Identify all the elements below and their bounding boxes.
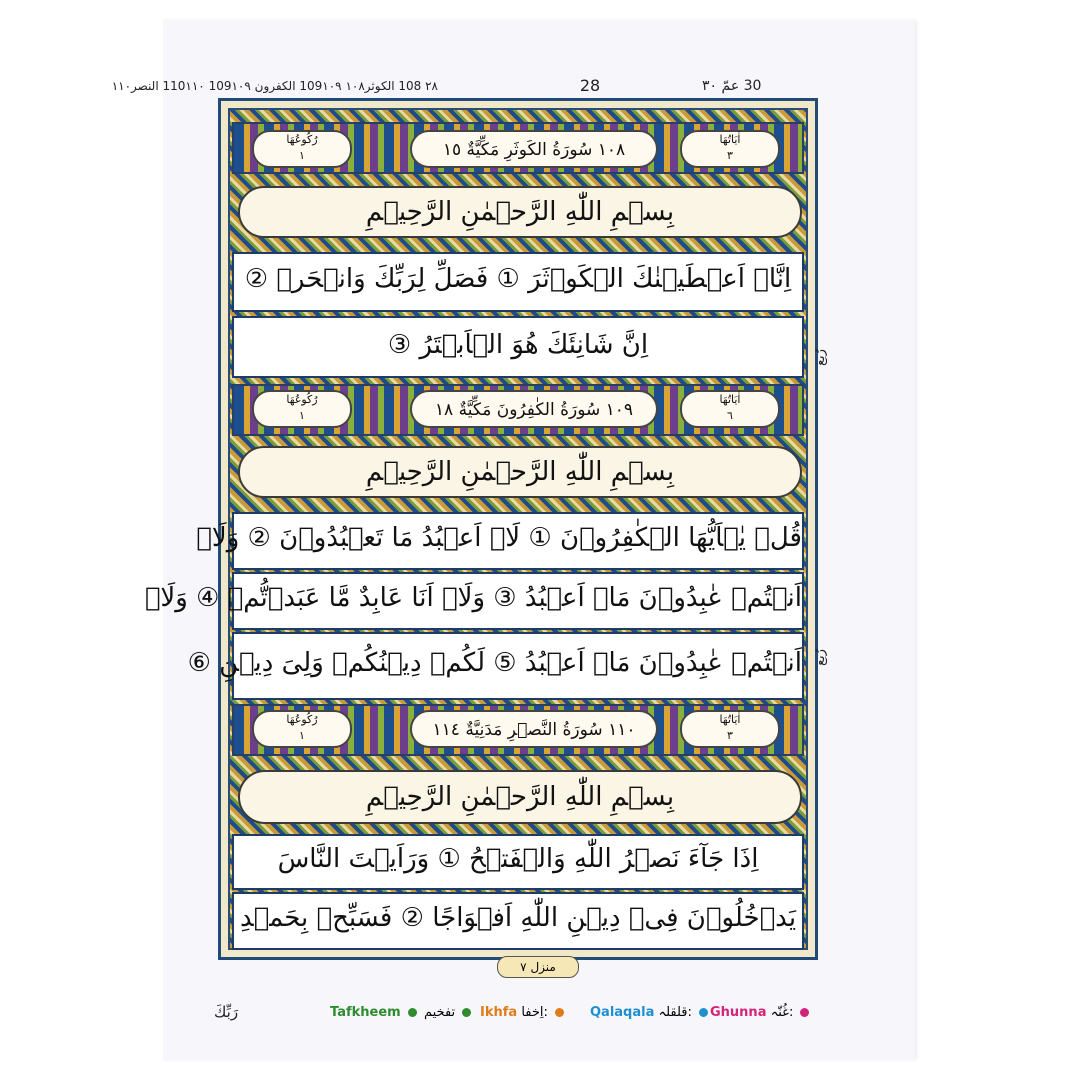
ayat-box: [680, 130, 780, 168]
margin-note: رُبع: [812, 649, 828, 666]
ayat-count: ٣: [727, 729, 733, 742]
legend-urdu: غُنّہ:: [770, 1005, 794, 1020]
flower-icon: [699, 1008, 708, 1017]
surah-title: ١٠٩ سُورَةُ الكٰفِرُونَ مَكِّيَّةٌ ١٨: [410, 390, 658, 428]
surah-title: ١١٠ سُورَةُ النَّصۡرِ مَدَنِيَّةٌ ١١٤: [410, 710, 658, 748]
flower-icon: [800, 1008, 809, 1017]
ayah-line: [144, 572, 804, 630]
ruku-label: رُكُوعُهَا: [286, 713, 318, 726]
ayah-line: [232, 834, 804, 890]
legend-ghunna: [710, 1002, 812, 1024]
legend-label: Tafkheem: [330, 1005, 401, 1020]
legend-urdu: تفخیم: [423, 1005, 456, 1020]
ruku-box: [252, 710, 352, 748]
legend-label: Ikhfa: [480, 1005, 518, 1020]
header-surah-index: ٢٨ 108 الكوثر١٠٨ 109١٠٩ الكفرون 109١٠٩ 110١١٠ النصر١١٠: [111, 79, 438, 93]
ayah-line: [232, 252, 804, 312]
legend-label: Qalaqala: [590, 1005, 655, 1020]
legend-tafkheem: [330, 1002, 474, 1024]
ruku-label: رُكُوعُهَا: [286, 133, 318, 146]
ruku-box: [252, 130, 352, 168]
ruku-box: [252, 390, 352, 428]
legend-ikhfa: [480, 1002, 567, 1024]
legend-label: Ghunna: [710, 1005, 767, 1020]
ruku-count: ١: [299, 729, 305, 742]
ayah-line: [232, 316, 804, 378]
ayah-line: [232, 892, 804, 950]
manzil-label: منزل ٧: [497, 956, 579, 978]
ayah-line: [196, 512, 804, 570]
ayat-box: [680, 710, 780, 748]
page-number: 28: [579, 76, 601, 95]
ayah-text: اِنَّ شَانِئَكَ هُوَ الۡاَبۡتَرُ ③: [387, 330, 649, 360]
legend-qalaqala: [590, 1002, 711, 1024]
ayah-line: [187, 632, 804, 700]
ayah-text: اَنۡتُمۡ عٰبِدُوۡنَ مَاۤ اَعۡبُدُ ③ وَلَاۤ اَنَا عَابِدٌ مَّا عَبَدۡتُّمۡ ④ وَلَاۤ: [144, 583, 802, 613]
ruku-count: ١: [299, 149, 305, 162]
ayat-label: اٰیَاتُهَا: [719, 393, 741, 406]
ayah-text: اَنۡتُمۡ عٰبِدُوۡنَ مَاۤ اَعۡبُدُ ⑤ لَكُمۡ دِیۡنُكُمۡ وَلِیَ دِیۡنِ ⑥: [187, 648, 802, 678]
bismillah: بِسۡمِ اللّٰهِ الرَّحۡمٰنِ الرَّحِیۡمِ: [238, 446, 802, 498]
margin-note: رُبع: [812, 349, 828, 366]
flower-icon: [408, 1008, 417, 1017]
legend-urdu: قلقلہ:: [658, 1005, 692, 1020]
bismillah: بِسۡمِ اللّٰهِ الرَّحۡمٰنِ الرَّحِیۡمِ: [238, 770, 802, 824]
ruku-label: رُكُوعُهَا: [286, 393, 318, 406]
legend-urdu: اِخفا:: [521, 1005, 548, 1020]
ayat-count: ٣: [727, 149, 733, 162]
ayah-text: قُلۡ یٰۤاَیُّهَا الۡكٰفِرُوۡنَ ① لَاۤ اَعۡبُدُ مَا تَعۡبُدُوۡنَ ② وَلَاۤ: [196, 523, 802, 553]
ayah-text: اِنَّاۤ اَعۡطَیۡنٰكَ الۡكَوۡثَرَ ① فَصَلِّ لِرَبِّكَ وَانۡحَرۡ ②: [244, 264, 792, 294]
ayah-text: یَدۡخُلُوۡنَ فِیۡ دِیۡنِ اللّٰهِ اَفۡوَاجًا ② فَسَبِّحۡ بِحَمۡدِ: [239, 903, 797, 933]
bismillah: بِسۡمِ اللّٰهِ الرَّحۡمٰنِ الرَّحِیۡمِ: [238, 186, 802, 238]
ayat-count: ٦: [727, 409, 733, 422]
ayah-text: اِذَا جَآءَ نَصۡرُ اللّٰهِ وَالۡفَتۡحُ ① وَرَاَیۡتَ النَّاسَ: [277, 844, 759, 874]
surah-title: ١٠٨ سُورَةُ الكَوثَرِ مَكِّيَّةٌ ١٥: [410, 130, 658, 168]
flower-icon: [462, 1008, 471, 1017]
ruku-count: ١: [299, 409, 305, 422]
ayat-label: اٰیَاتُهَا: [719, 713, 741, 726]
ayat-label: اٰیَاتُهَا: [719, 133, 741, 146]
ayat-box: [680, 390, 780, 428]
header-para-name: 30 عمّ ٣٠: [702, 78, 762, 94]
flower-icon: [555, 1008, 564, 1017]
catchword: رَبِّكَ: [214, 1003, 239, 1021]
